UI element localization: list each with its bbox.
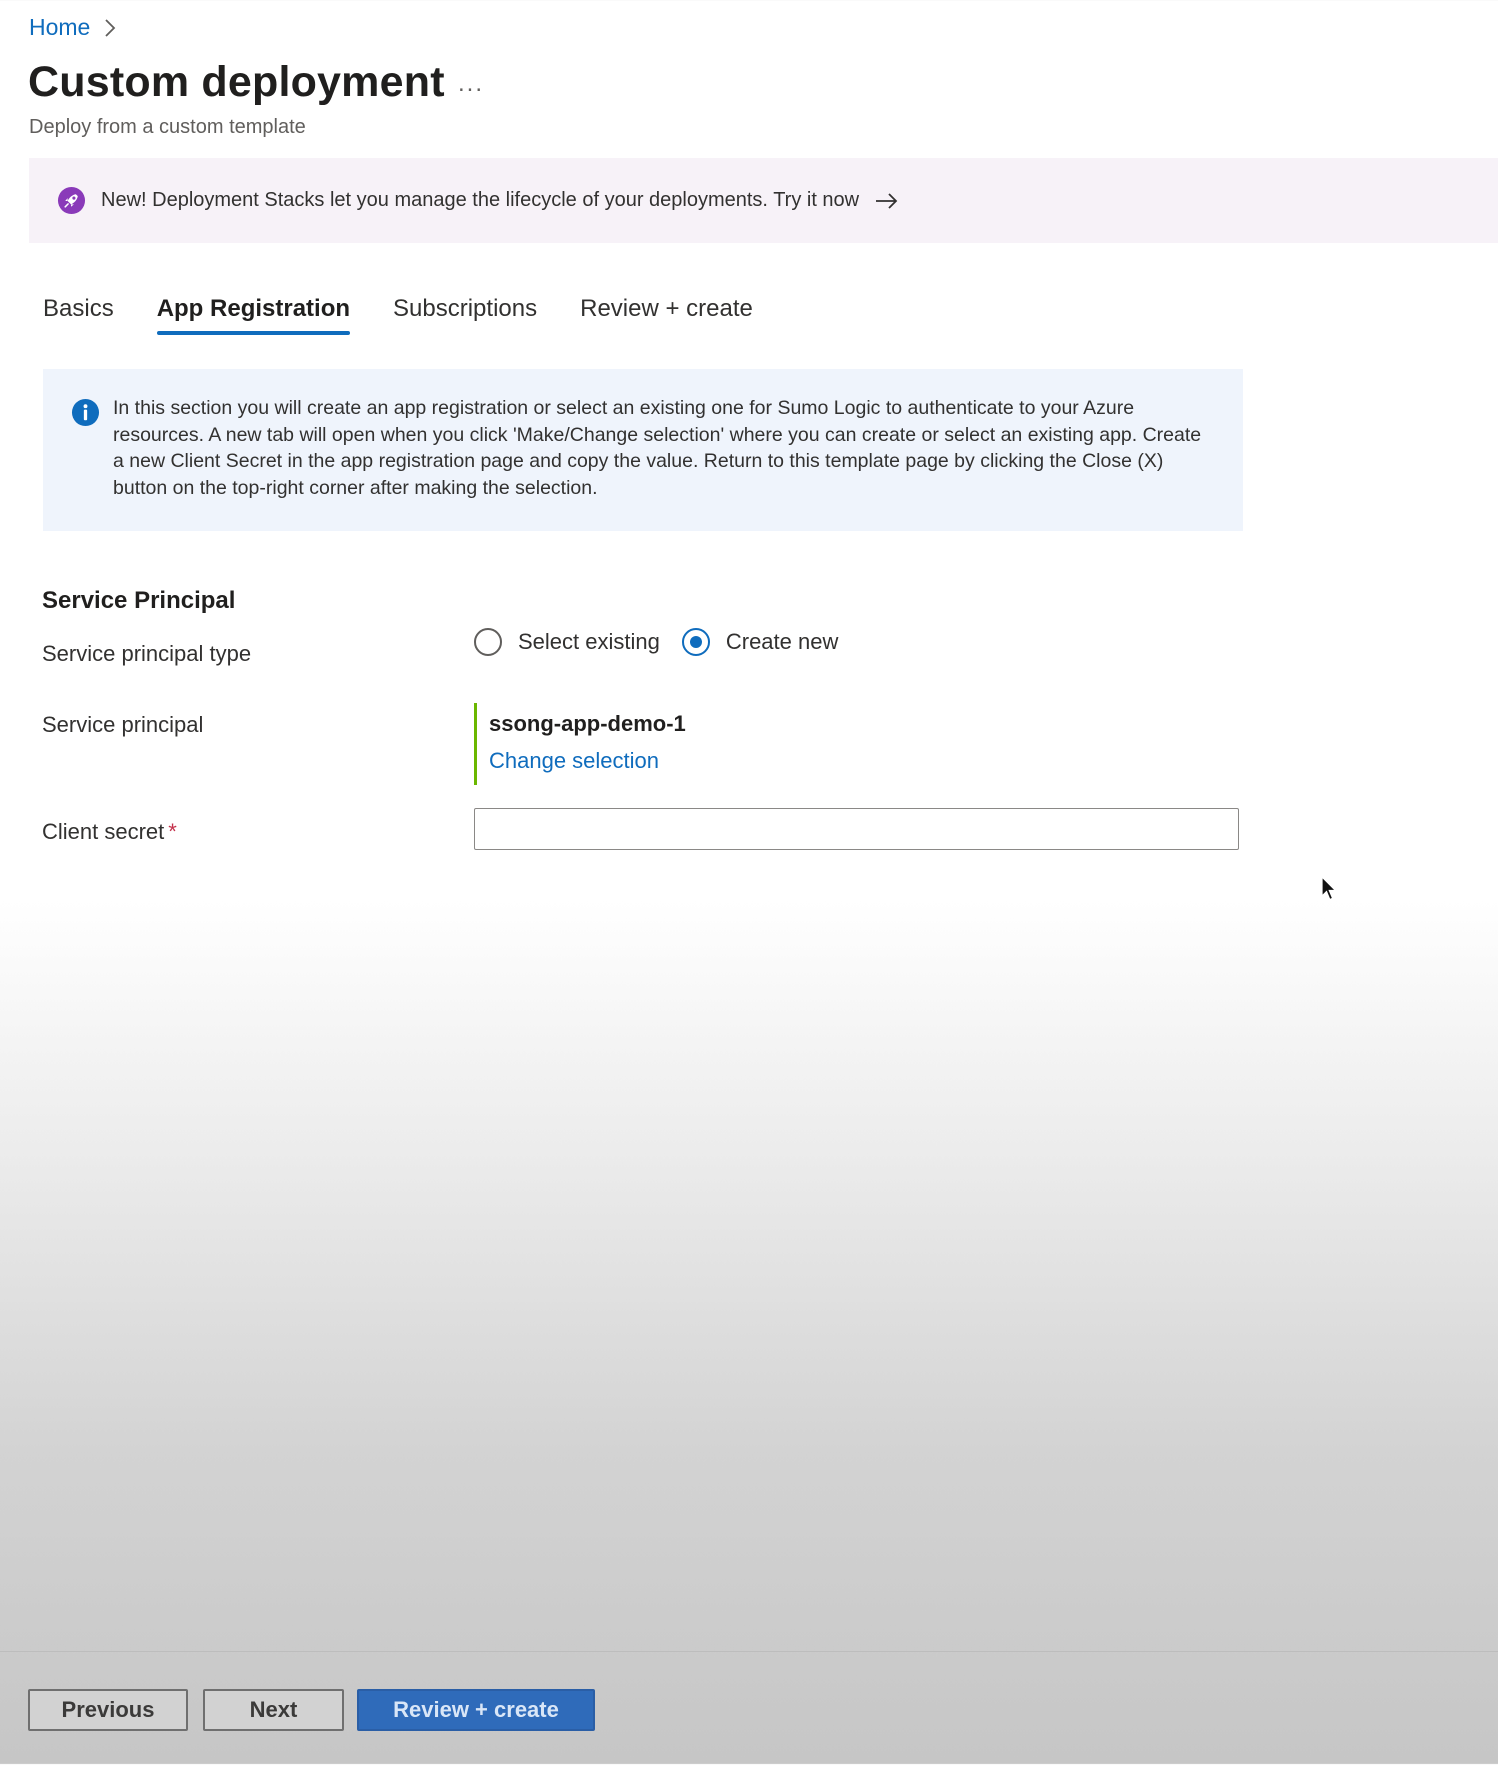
arrow-right-icon[interactable]: [875, 192, 899, 210]
previous-button[interactable]: Previous: [28, 1689, 188, 1731]
deployment-stacks-banner[interactable]: [29, 158, 1498, 243]
service-principal-type-label: Service principal type: [42, 641, 252, 666]
rocket-icon: [57, 186, 86, 215]
page-subtitle: Deploy from a custom template: [29, 116, 306, 138]
radio-select-existing-label: Select existing: [518, 629, 660, 654]
info-icon: [71, 398, 100, 427]
client-secret-label-text: Client secret: [42, 819, 165, 844]
next-button[interactable]: Next: [203, 1689, 344, 1731]
tab-app-registration[interactable]: App Registration: [157, 295, 350, 335]
banner-text: New! Deployment Stacks let you manage the lifecycle of your deployments. Try it now: [101, 189, 860, 211]
info-message-box: [43, 369, 1243, 531]
client-secret-input[interactable]: [474, 808, 1239, 850]
tab-subscriptions[interactable]: Subscriptions: [393, 295, 538, 322]
service-principal-label: Service principal: [42, 712, 204, 737]
wizard-tabs: [43, 295, 796, 335]
radio-create-new-label: Create new: [725, 629, 839, 654]
chevron-right-icon: [104, 18, 116, 38]
more-options-button[interactable]: ...: [458, 70, 485, 97]
breadcrumb-home-link[interactable]: Home: [29, 14, 91, 40]
radio-select-existing[interactable]: [474, 628, 660, 656]
radio-select-existing-circle[interactable]: [474, 628, 502, 656]
radio-create-new[interactable]: [682, 628, 839, 656]
change-selection-link[interactable]: Change selection: [489, 748, 660, 773]
tab-review-create[interactable]: Review + create: [580, 295, 753, 322]
service-principal-value: ssong-app-demo-1: [489, 711, 686, 736]
section-title-service-principal: Service Principal: [42, 587, 236, 614]
wizard-footer: [0, 1651, 1498, 1765]
mouse-pointer-icon: [1321, 876, 1337, 902]
tab-basics[interactable]: Basics: [43, 295, 114, 322]
page-title: Custom deployment: [28, 58, 445, 106]
required-indicator: *: [168, 819, 177, 844]
review-create-button[interactable]: Review + create: [357, 1689, 595, 1731]
service-principal-selection: [474, 703, 686, 785]
radio-create-new-circle[interactable]: [682, 628, 710, 656]
breadcrumb: [29, 14, 116, 41]
info-message-text: In this section you will create an app registration or select an existing one for Sumo Logic to authenticate to your Azure resources. A new tab will open when you click 'Make/Change selection' where you can create or select an existing app. Create a new Client Secret in the app registration page and copy the value. Return to this template page by clicking the Close (X) button on the top-right corner after making the selection.: [113, 397, 1202, 499]
service-principal-type-radio-group: [474, 628, 860, 656]
client-secret-label: [42, 819, 177, 845]
